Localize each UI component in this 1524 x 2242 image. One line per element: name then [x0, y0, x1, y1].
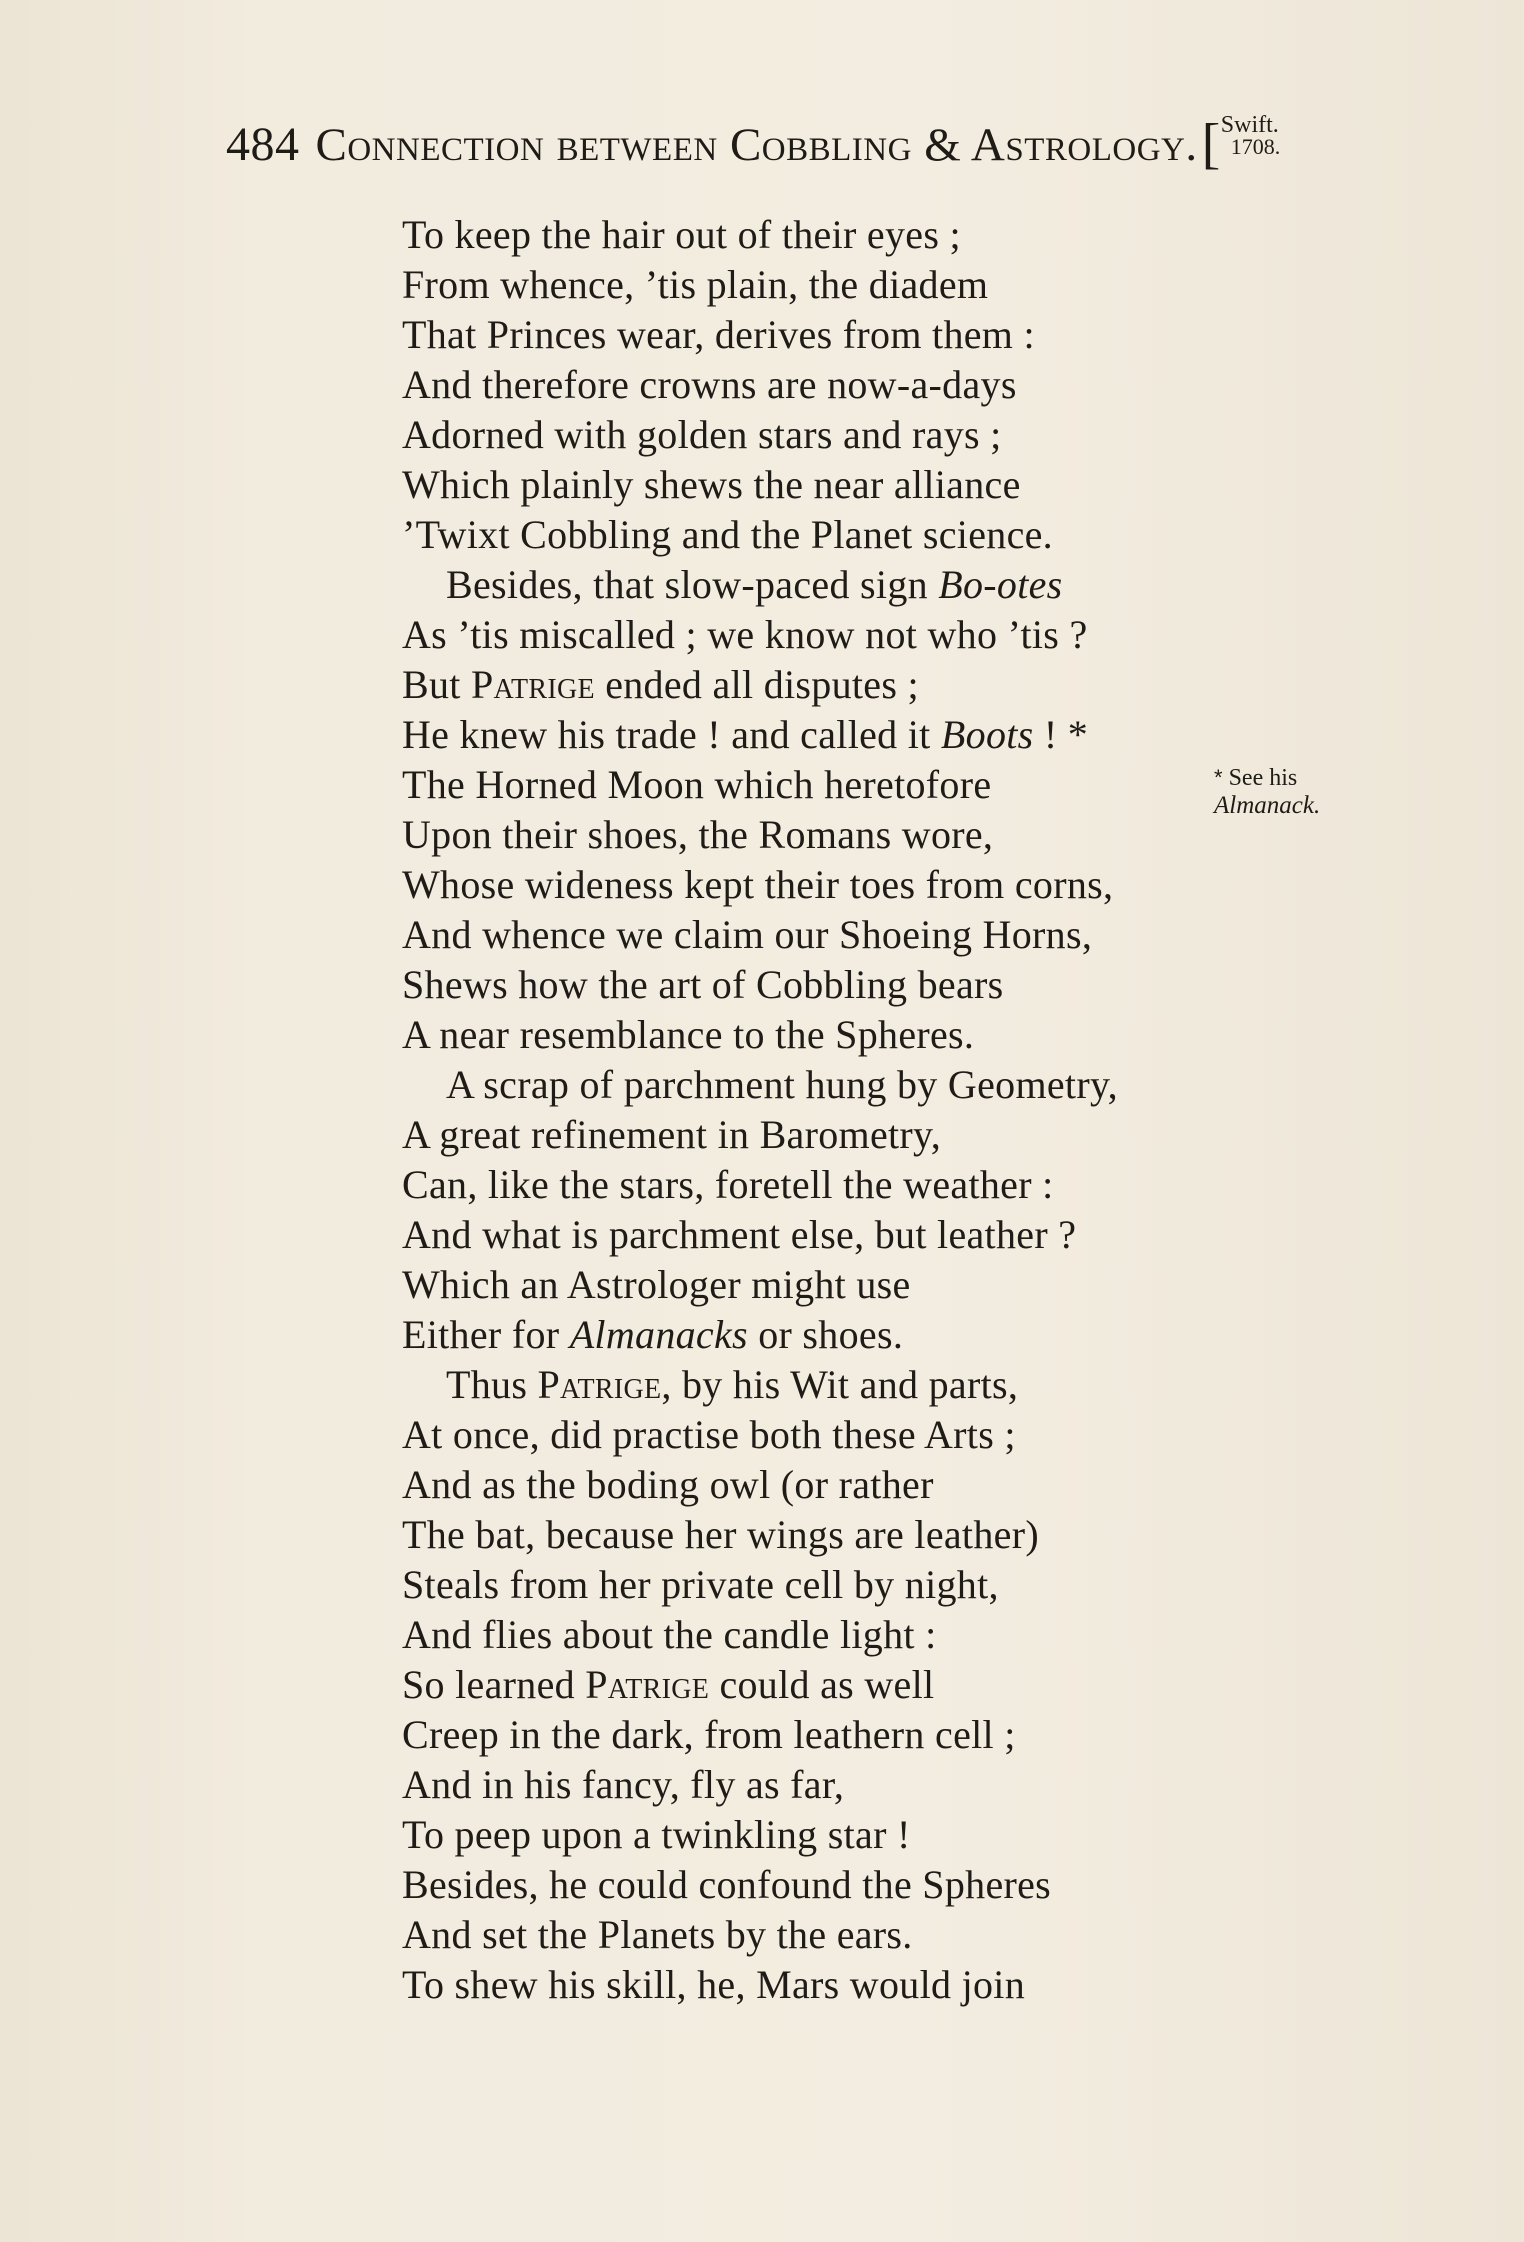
page-title: Connection between Cobbling & Astrology.	[315, 119, 1198, 171]
poem-line-segment: ! *	[1033, 712, 1089, 757]
poem-line-segment: Besides, that slow-paced sign	[446, 562, 939, 607]
poem-line	[402, 1110, 1302, 1160]
poem-line-segment: Bo-otes	[938, 562, 1063, 607]
poem-line-segment: Besides, he could confound the Spheres	[402, 1862, 1052, 1907]
poem-line-segment: Which an Astrologer might use	[402, 1262, 911, 1307]
poem-line	[402, 1160, 1302, 1210]
sidenote-marker: *	[1214, 765, 1223, 790]
poem-line-segment: Shews how the art of Cobbling bears	[402, 962, 1004, 1007]
poem-line	[402, 760, 1302, 810]
poem-line	[402, 410, 1302, 460]
publication-year: 1708.	[1230, 134, 1281, 159]
poem-line-segment: A near resemblance to the Spheres.	[402, 1012, 975, 1057]
poem-line-segment: And flies about the candle light :	[402, 1612, 937, 1657]
poem-line	[402, 710, 1302, 760]
page-number: 484	[226, 118, 300, 171]
poem-line	[402, 860, 1302, 910]
poem-line-segment: To keep the hair out of their eyes ;	[402, 212, 961, 257]
poem-line	[402, 1210, 1302, 1260]
poem-line	[402, 510, 1302, 560]
poem-line-segment: But	[402, 662, 471, 707]
poem-line	[402, 1960, 1302, 2010]
poem-line	[402, 1860, 1302, 1910]
poem-line-segment: Patrige	[537, 1362, 662, 1407]
poem-line-segment: And set the Planets by the ears.	[402, 1912, 913, 1957]
poem-line	[402, 1360, 1302, 1410]
poem-line	[402, 210, 1302, 260]
poem-line-segment: Almanacks	[569, 1312, 748, 1357]
poem-line-segment: Upon their shoes, the Romans wore,	[402, 812, 994, 857]
poem-line	[402, 1910, 1302, 1960]
poem-line	[402, 610, 1302, 660]
poem-line-segment: To peep upon a twinkling star !	[402, 1812, 911, 1857]
poem-line	[402, 810, 1302, 860]
poem-line	[402, 1760, 1302, 1810]
poem-line-segment: Steals from her private cell by night,	[402, 1562, 999, 1607]
author-date-mark	[1221, 112, 1281, 162]
poem-line	[402, 1560, 1302, 1610]
poem-line	[402, 260, 1302, 310]
sidenote-text: See his	[1228, 765, 1298, 791]
poem-line	[402, 960, 1302, 1010]
poem-line	[402, 1260, 1302, 1310]
poem-line-segment: Which plainly shews the near alliance	[402, 462, 1021, 507]
poem-line-segment: To shew his skill, he, Mars would join	[402, 1962, 1026, 2007]
poem-line	[402, 1310, 1302, 1360]
poem-line	[402, 1810, 1302, 1860]
poem-line-segment: The bat, because her wings are leather)	[402, 1512, 1039, 1557]
poem-line-segment: or shoes.	[747, 1312, 904, 1357]
poem-line	[402, 910, 1302, 960]
running-head	[226, 112, 1416, 182]
poem-line-segment: A great refinement in Barometry,	[402, 1112, 942, 1157]
poem-line-segment: could as well	[709, 1662, 935, 1707]
poem-line-segment: From whence, ’tis plain, the diadem	[402, 262, 989, 307]
poem-line-segment: ’Twixt Cobbling and the Planet science.	[402, 512, 1053, 557]
poem-line-segment: And whence we claim our Shoeing Horns,	[402, 912, 1093, 957]
poem-line-segment: He knew his trade ! and called it	[402, 712, 941, 757]
poem-line	[402, 460, 1302, 510]
poem-line-segment: And as the boding owl (or rather	[402, 1462, 934, 1507]
header-bracket: [	[1201, 113, 1221, 175]
poem-line	[402, 1010, 1302, 1060]
poem-line-segment: And therefore crowns are now-a-days	[402, 362, 1017, 407]
poem-line	[402, 1660, 1302, 1710]
poem-line	[402, 560, 1302, 610]
sidenote	[1214, 764, 1374, 820]
poem-line-segment: As ’tis miscalled ; we know not who ’tis ?	[402, 612, 1088, 657]
poem-line	[402, 1410, 1302, 1460]
author-name: Swift.	[1220, 112, 1279, 138]
poem-line-segment: , by his Wit and parts,	[661, 1362, 1019, 1407]
poem-line-segment: The Horned Moon which heretofore	[402, 762, 992, 807]
poem-line-segment: At once, did practise both these Arts ;	[402, 1412, 1016, 1457]
poem-line-segment: Patrige	[585, 1662, 710, 1707]
poem-line-segment: So learned	[402, 1662, 586, 1707]
poem-line-segment: Patrige	[471, 662, 595, 707]
poem-line	[402, 310, 1302, 360]
poem-line-segment: Creep in the dark, from leathern cell ;	[402, 1712, 1016, 1757]
poem-line-segment: And what is parchment else, but leather ?	[402, 1212, 1077, 1257]
poem-line-segment: That Princes wear, derives from them :	[402, 312, 1035, 357]
poem-text	[402, 210, 1302, 2010]
sidenote-source: Almanack.	[1214, 792, 1321, 819]
poem-line-segment: And in his fancy, fly as far,	[402, 1762, 845, 1807]
poem-line-segment: Boots	[940, 712, 1034, 757]
poem-line	[402, 660, 1302, 710]
poem-line	[402, 1510, 1302, 1560]
poem-line	[402, 1710, 1302, 1760]
poem-line	[402, 1060, 1302, 1110]
poem-line-segment: Can, like the stars, foretell the weather :	[402, 1162, 1054, 1207]
poem-line-segment: A scrap of parchment hung by Geometry,	[446, 1062, 1118, 1107]
poem-line	[402, 360, 1302, 410]
poem-line-segment: Thus	[446, 1362, 538, 1407]
poem-line-segment: ended all disputes ;	[594, 662, 919, 707]
poem-line-segment: Whose wideness kept their toes from corns,	[402, 862, 1114, 907]
poem-line-segment: Adorned with golden stars and rays ;	[402, 412, 1002, 457]
poem-line	[402, 1610, 1302, 1660]
poem-line	[402, 1460, 1302, 1510]
poem-line-segment: Either for	[402, 1312, 570, 1357]
